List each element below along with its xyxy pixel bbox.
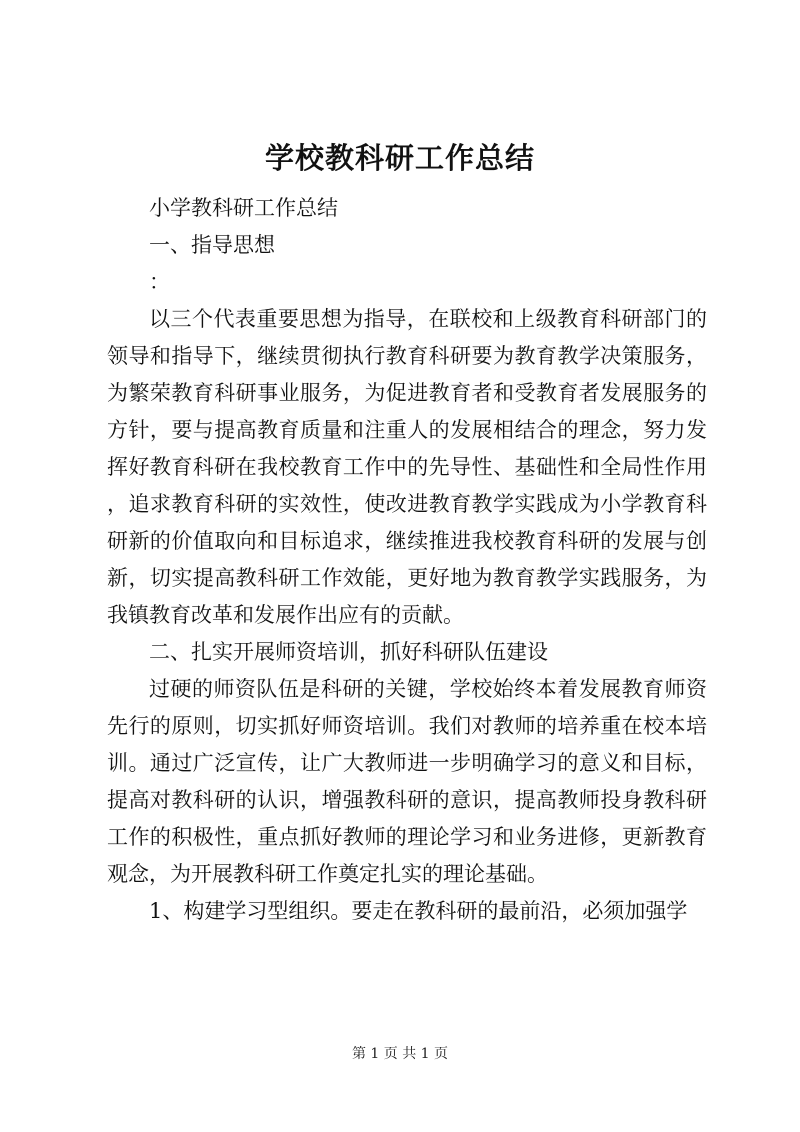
colon-line: ： (149, 270, 170, 294)
paragraph-guiding-ideology: 以三个代表重要思想为指导，在联校和上级教育科研部门的领导和指导下，继续贯彻执行教育科研要为教育教学决策服务，为繁荣教育科研事业服务，为促进教育者和受教育者发展服务的方针，要与提高教育质量和注重人的发展相结合的理念，努力发挥好教育科研在我校教育工作中的先导性、基础性和全局性作用，追求教育科研的实效性，使改进教育教学实践成为小学教育科研新的价值取向和目标追求，继续推进我校教育科研的发展与创新，切实提高教科研工作效能，更好地为教育教学实践服务，为我镇教育改革和发展作出应有的贡献。 (107, 307, 707, 627)
document-body (107, 190, 707, 930)
section-heading-guiding-ideology: 一、指导思想 (149, 233, 275, 257)
document-title: 学校教科研工作总结 (264, 141, 535, 175)
document-subtitle: 小学教科研工作总结 (149, 196, 338, 220)
section-heading-teacher-training: 二、扎实开展师资培训，抓好科研队伍建设 (149, 640, 548, 664)
paragraph-teacher-training: 过硬的师资队伍是科研的关键，学校始终本着发展教育师资先行的原则，切实抓好师资培训。我们对教师的培养重在校本培训。通过广泛宣传，让广大教师进一步明确学习的意义和目标，提高对教科研的认识，增强教科研的意识，提高教师投身教科研工作的积极性，重点抓好教师的理论学习和业务进修，更新教育观念，为开展教科研工作奠定扎实的理论基础。 (107, 677, 707, 886)
paragraph-learning-organization: 1、构建学习型组织。要走在教科研的最前沿，必须加强学 (149, 899, 688, 923)
page-footer: 第 1 页 共 1 页 (351, 1046, 449, 1062)
